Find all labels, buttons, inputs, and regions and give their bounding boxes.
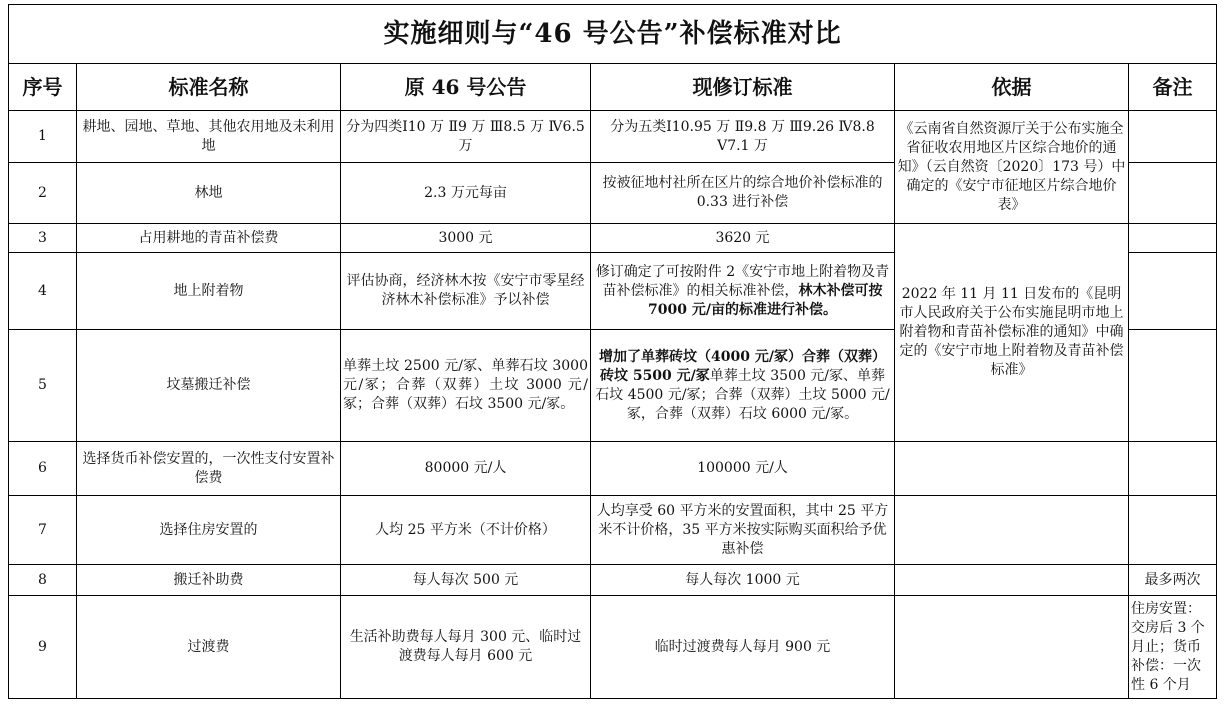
row-note (1129, 253, 1217, 330)
row-new: 100000 元/人 (591, 442, 895, 496)
header-old: 原 46 号公告 (341, 64, 591, 111)
row-new-highlight: 林木补偿可按 7000 元/亩的标准进行补偿。 (648, 282, 883, 318)
row-basis (895, 565, 1129, 596)
row-name: 耕地、园地、草地、其他农用地及未利用地 (77, 111, 341, 163)
row-no: 9 (9, 596, 77, 699)
row-new (591, 330, 895, 442)
row-no: 4 (9, 253, 77, 330)
row-name: 选择货币补偿安置的，一次性支付安置补偿费 (77, 442, 341, 496)
comparison-table (8, 4, 1217, 699)
row-old: 每人每次 500 元 (341, 565, 591, 596)
table-row (9, 111, 1217, 163)
row-old: 人均 25 平方米（不计价格） (341, 496, 591, 565)
table-row (9, 442, 1217, 496)
row-new: 人均享受 60 平方米的安置面积，其中 25 平方米不计价格，35 平方米按实际购买面积给予优惠补偿 (591, 496, 895, 565)
row-new (591, 253, 895, 330)
row-basis (895, 596, 1129, 699)
row-old: 生活补助费每人每月 300 元、临时过渡费每人每月 600 元 (341, 596, 591, 699)
table-row (9, 596, 1217, 699)
row-new-highlight: 增加了单葬砖坟（4000 元/冢）合葬（双葬）砖坟 5500 元/冢 (599, 348, 886, 384)
row-no: 6 (9, 442, 77, 496)
row-name: 选择住房安置的 (77, 496, 341, 565)
page-title: 实施细则与“46 号公告”补偿标准对比 (9, 5, 1217, 64)
row-note (1129, 330, 1217, 442)
row-no: 1 (9, 111, 77, 163)
row-basis (895, 496, 1129, 565)
row-no: 5 (9, 330, 77, 442)
header-note: 备注 (1129, 64, 1217, 111)
row-no: 3 (9, 224, 77, 253)
row-note (1129, 224, 1217, 253)
header-row (9, 64, 1217, 111)
row-new: 每人每次 1000 元 (591, 565, 895, 596)
table-row (9, 565, 1217, 596)
row-note: 住房安置：交房后 3 个月止；货币补偿：一次性 6 个月 (1129, 596, 1217, 699)
row-new-text: 修订确定了可按附件 2《安宁市地上附着物及青苗补偿标准》的相关标准补偿， (595, 263, 890, 299)
row-basis (895, 442, 1129, 496)
header-basis: 依据 (895, 64, 1129, 111)
row-no: 2 (9, 163, 77, 224)
row-new: 临时过渡费每人每月 900 元 (591, 596, 895, 699)
row-new: 分为五类Ⅰ10.95 万 Ⅱ9.8 万 Ⅲ9.26 Ⅳ8.8 Ⅴ7.1 万 (591, 111, 895, 163)
row-old: 单葬土坟 2500 元/冢、单葬石坟 3000 元/冢；合葬（双葬）土坟 3000 元/冢；合葬（双葬）石坟 3500 元/冢。 (341, 330, 591, 442)
header-no: 序号 (9, 64, 77, 111)
row-name: 林地 (77, 163, 341, 224)
row-name: 坟墓搬迁补偿 (77, 330, 341, 442)
row-new: 按被征地村社所在区片的综合地价补偿标准的 0.33 进行补偿 (591, 163, 895, 224)
row-old: 80000 元/人 (341, 442, 591, 496)
row-note (1129, 163, 1217, 224)
row-name: 搬迁补助费 (77, 565, 341, 596)
row-old: 评估协商，经济林木按《安宁市零星经济林木补偿标准》予以补偿 (341, 253, 591, 330)
row-name: 占用耕地的青苗补偿费 (77, 224, 341, 253)
table-row (9, 496, 1217, 565)
header-name: 标准名称 (77, 64, 341, 111)
row-new: 3620 元 (591, 224, 895, 253)
row-note (1129, 496, 1217, 565)
header-new: 现修订标准 (591, 64, 895, 111)
row-no: 8 (9, 565, 77, 596)
row-basis-provincial: 《云南省自然资源厅关于公布实施全省征收农用地区片区综合地价的通知》（云自然资〔2020〕173 号）中确定的《安宁市征地区片综合地价表》 (895, 111, 1129, 224)
row-new-text: 单葬土坟 3500 元/冢、单葬石坟 4500 元/冢；合葬（双葬）土坟 5000 元/冢，合葬（双葬）石坟 6000 元/冢。 (595, 367, 890, 422)
row-basis-municipal: 2022 年 11 月 11 日发布的《昆明市人民政府关于公布实施昆明市地上附着物和青苗补偿标准的通知》中确定的《安宁市地上附着物及青苗补偿标准》 (895, 224, 1129, 442)
row-old: 2.3 万元每亩 (341, 163, 591, 224)
row-old: 分为四类Ⅰ10 万 Ⅱ9 万 Ⅲ8.5 万 Ⅳ6.5 万 (341, 111, 591, 163)
row-name: 地上附着物 (77, 253, 341, 330)
row-name: 过渡费 (77, 596, 341, 699)
row-old: 3000 元 (341, 224, 591, 253)
table-row (9, 224, 1217, 253)
row-note (1129, 111, 1217, 163)
row-no: 7 (9, 496, 77, 565)
row-note (1129, 442, 1217, 496)
row-note: 最多两次 (1129, 565, 1217, 596)
